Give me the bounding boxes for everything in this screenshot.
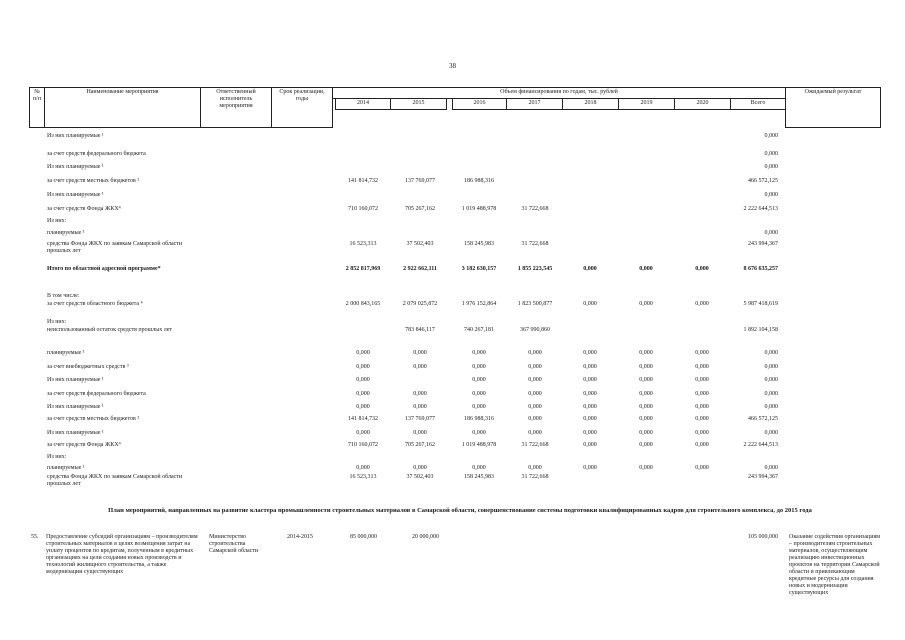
cell-year-2017: 0,000 xyxy=(528,404,542,410)
cell-year-2014: 0,000 xyxy=(356,377,370,383)
cell-year-2018: 0,000 xyxy=(583,442,597,448)
cell-year-2015: 0,000 xyxy=(413,364,427,370)
cell-total: 0,000 xyxy=(764,430,778,436)
header-executor: Ответственный исполнитель мероприятия xyxy=(200,87,272,128)
cell-year-2015: 37 502,403 xyxy=(406,241,434,247)
row-label: за счет средств федерального бюджета xyxy=(47,151,146,157)
cell-total: 0,000 xyxy=(764,230,778,236)
cell-total: 5 987 418,619 xyxy=(743,301,778,307)
cell-year-2016: 1 976 152,864 xyxy=(461,301,497,307)
cell-year-2016: 3 182 630,157 xyxy=(461,266,497,272)
header-name: Наименование мероприятия xyxy=(44,87,201,128)
cell-year-2019: 0,000 xyxy=(639,301,653,307)
cell-year-2017: 31 722,668 xyxy=(521,206,549,212)
cell-year-2017: 0,000 xyxy=(528,350,542,356)
cell-year-2015: 0,000 xyxy=(413,391,427,397)
cell-year-2020: 0,000 xyxy=(695,377,709,383)
cell-year-2016: 0,000 xyxy=(472,430,486,436)
cell-year-2015: 0,000 xyxy=(413,404,427,410)
row-label: Из них планируемые ¹ xyxy=(47,430,104,436)
row-label: Из них: xyxy=(47,454,67,460)
cell-year-2016: 1 019 488,978 xyxy=(461,442,497,448)
row-label: Из них планируемые ¹ xyxy=(47,133,104,139)
cell-total: 1 892 104,158 xyxy=(743,327,778,333)
item-55-executor: Министерство строительства Самарской области xyxy=(209,534,259,554)
cell-total: 2 222 644,513 xyxy=(743,206,778,212)
header-year-total: Всего xyxy=(730,98,786,110)
cell-year-2019: 0,000 xyxy=(639,416,653,422)
cell-year-2020: 0,000 xyxy=(695,430,709,436)
row-label: Из них планируемые ¹ xyxy=(47,192,104,198)
section-title: План мероприятий, направленных на развитие кластера промышленности строительных материалов в Самарской области, совершенствование системы подготовки квалифицированных кадров для строительного комплекса, до 2015 года xyxy=(108,507,812,514)
header-result: Ожидаемый результат xyxy=(785,87,881,128)
cell-year-2014: 0,000 xyxy=(356,430,370,436)
header-year-2020: 2020 xyxy=(674,98,731,110)
cell-total: 466 572,125 xyxy=(748,178,778,184)
cell-year-2019: 0,000 xyxy=(639,404,653,410)
cell-year-2015: 783 846,117 xyxy=(405,327,435,333)
item-55-2015: 20 000,000 xyxy=(412,534,439,540)
cell-year-2016: 0,000 xyxy=(472,377,486,383)
cell-year-2020: 0,000 xyxy=(695,416,709,422)
row-label: Из них планируемые ¹ xyxy=(47,164,104,170)
row-label: средства Фонда ЖКХ по заявкам Самарской области прошлых лет xyxy=(47,474,183,487)
cell-year-2020: 0,000 xyxy=(695,465,709,471)
cell-year-2016: 0,000 xyxy=(472,364,486,370)
header-term: Срок реализации, годы xyxy=(271,87,333,128)
cell-year-2014: 710 160,072 xyxy=(348,442,378,448)
header-year-2019: 2019 xyxy=(618,98,675,110)
cell-year-2017: 1 855 223,545 xyxy=(517,266,553,272)
cell-year-2016: 0,000 xyxy=(472,350,486,356)
cell-year-2019: 0,000 xyxy=(639,430,653,436)
cell-year-2015: 705 267,162 xyxy=(405,442,435,448)
cell-total: 466 572,125 xyxy=(748,416,778,422)
cell-year-2016: 186 988,316 xyxy=(464,416,494,422)
cell-year-2018: 0,000 xyxy=(583,416,597,422)
cell-year-2016: 186 988,316 xyxy=(464,178,494,184)
cell-year-2017: 31 722,668 xyxy=(521,241,549,247)
cell-year-2014: 0,000 xyxy=(356,350,370,356)
cell-year-2018: 0,000 xyxy=(583,404,597,410)
row-label: Итого по областной адресной программе* xyxy=(47,266,161,272)
cell-total: 0,000 xyxy=(764,350,778,356)
cell-year-2015: 2 079 025,872 xyxy=(402,301,438,307)
cell-total: 0,000 xyxy=(764,465,778,471)
item-55-num: 55. xyxy=(31,534,39,540)
row-label: Из них планируемые ¹ xyxy=(47,377,104,383)
cell-year-2015: 37 502,403 xyxy=(406,474,434,480)
cell-total: 8 676 635,257 xyxy=(743,266,778,272)
cell-year-2014: 710 160,072 xyxy=(348,206,378,212)
cell-year-2020: 0,000 xyxy=(695,350,709,356)
cell-year-2020: 0,000 xyxy=(695,404,709,410)
cell-total: 0,000 xyxy=(764,192,778,198)
cell-year-2014: 141 814,732 xyxy=(348,416,378,422)
header-year-2016: 2016 xyxy=(452,98,507,110)
row-label: Из них планируемые ¹ xyxy=(47,404,104,410)
cell-year-2020: 0,000 xyxy=(695,391,709,397)
header-year-2018: 2018 xyxy=(562,98,619,110)
cell-year-2019: 0,000 xyxy=(639,266,653,272)
cell-year-2015: 705 267,162 xyxy=(405,206,435,212)
cell-year-2019: 0,000 xyxy=(639,350,653,356)
cell-total: 0,000 xyxy=(764,164,778,170)
cell-total: 0,000 xyxy=(764,364,778,370)
cell-year-2019: 0,000 xyxy=(639,364,653,370)
cell-year-2017: 0,000 xyxy=(528,377,542,383)
cell-year-2017: 0,000 xyxy=(528,430,542,436)
cell-year-2016: 158 245,983 xyxy=(464,241,494,247)
cell-year-2018: 0,000 xyxy=(583,391,597,397)
cell-year-2014: 2 852 817,969 xyxy=(345,266,381,272)
cell-year-2017: 31 722,668 xyxy=(521,474,549,480)
cell-year-2019: 0,000 xyxy=(639,377,653,383)
cell-year-2017: 367 990,860 xyxy=(520,327,550,333)
row-label: планируемые ¹ xyxy=(47,465,85,471)
row-label: за счет внебюджетных средств ³ xyxy=(47,364,129,370)
row-label: за счет средств Фонда ЖКХ⁴ xyxy=(47,442,121,448)
header-funding: Объем финансирования по годам, тыс. рублей xyxy=(332,87,786,99)
cell-total: 243 994,367 xyxy=(748,474,778,480)
cell-year-2014: 141 814,732 xyxy=(348,178,378,184)
cell-year-2016: 0,000 xyxy=(472,391,486,397)
row-label: Из них: xyxy=(47,218,67,224)
row-label: планируемые ¹ xyxy=(47,350,85,356)
cell-year-2018: 0,000 xyxy=(583,430,597,436)
cell-year-2014: 0,000 xyxy=(356,391,370,397)
cell-year-2019: 0,000 xyxy=(639,391,653,397)
row-label: В том числе: xyxy=(47,293,80,299)
row-label: за счет средств местных бюджетов ² xyxy=(47,178,140,184)
cell-year-2018: 0,000 xyxy=(583,377,597,383)
cell-total: 0,000 xyxy=(764,133,778,139)
row-label: за счет средств Фонда ЖКХ⁴ xyxy=(47,206,121,212)
cell-year-2015: 137 769,077 xyxy=(405,416,435,422)
page-number: 38 xyxy=(449,62,456,70)
cell-year-2018: 0,000 xyxy=(583,465,597,471)
cell-year-2017: 1 823 500,877 xyxy=(517,301,553,307)
row-label: Из них: xyxy=(47,319,67,325)
item-55-2014: 85 000,000 xyxy=(350,534,377,540)
cell-year-2020: 0,000 xyxy=(695,266,709,272)
cell-year-2017: 0,000 xyxy=(528,391,542,397)
cell-year-2017: 0,000 xyxy=(528,416,542,422)
cell-year-2020: 0,000 xyxy=(695,442,709,448)
cell-year-2016: 0,000 xyxy=(472,465,486,471)
cell-total: 0,000 xyxy=(764,151,778,157)
row-label: неиспользованный остаток средств прошлых лет xyxy=(47,327,173,333)
cell-total: 0,000 xyxy=(764,404,778,410)
cell-year-2020: 0,000 xyxy=(695,364,709,370)
item-55-total: 105 000,000 xyxy=(748,534,778,540)
row-label: средства Фонда ЖКХ по заявкам Самарской области прошлых лет xyxy=(47,241,183,254)
cell-year-2018: 0,000 xyxy=(583,364,597,370)
cell-year-2014: 2 000 843,165 xyxy=(345,301,381,307)
cell-year-2015: 0,000 xyxy=(413,430,427,436)
cell-year-2015: 0,000 xyxy=(413,465,427,471)
cell-total: 243 994,367 xyxy=(748,241,778,247)
cell-total: 0,000 xyxy=(764,377,778,383)
header-year-2017: 2017 xyxy=(506,98,563,110)
item-55-name: Предоставление субсидий организациям – производителям строительных материалов в целях возмещения затрат на уплату процентов по кредитам, полученным в кредитных организациях на цели создания новых производств и технологий жилищного строительства, а также модернизации существующих xyxy=(46,534,198,575)
cell-year-2017: 0,000 xyxy=(528,465,542,471)
cell-year-2019: 0,000 xyxy=(639,442,653,448)
row-label: за счет средств областного бюджета ⁴ xyxy=(47,301,143,307)
cell-year-2016: 1 019 488,978 xyxy=(461,206,497,212)
cell-year-2016: 740 267,181 xyxy=(464,327,494,333)
cell-year-2015: 137 769,077 xyxy=(405,178,435,184)
cell-year-2018: 0,000 xyxy=(583,301,597,307)
cell-year-2018: 0,000 xyxy=(583,350,597,356)
cell-year-2015: 0,000 xyxy=(413,350,427,356)
cell-year-2019: 0,000 xyxy=(639,465,653,471)
header-year-2014: 2014 xyxy=(335,98,391,110)
cell-year-2014: 0,000 xyxy=(356,465,370,471)
row-label: планируемые ¹ xyxy=(47,230,85,236)
cell-total: 2 222 644,513 xyxy=(743,442,778,448)
cell-year-2017: 0,000 xyxy=(528,364,542,370)
cell-year-2016: 158 245,983 xyxy=(464,474,494,480)
cell-year-2018: 0,000 xyxy=(583,266,597,272)
row-label: за счет средств местных бюджетов ² xyxy=(47,416,140,422)
cell-year-2014: 0,000 xyxy=(356,364,370,370)
cell-year-2014: 0,000 xyxy=(356,404,370,410)
header-year-2015: 2015 xyxy=(390,98,447,110)
row-label: за счет средств федерального бюджета xyxy=(47,391,146,397)
cell-year-2015: 2 922 662,111 xyxy=(403,266,437,272)
cell-year-2020: 0,000 xyxy=(695,301,709,307)
cell-year-2014: 16 523,313 xyxy=(349,241,377,247)
item-55-result: Оказание содействия организациям – производителям строительных материалов, осуществляющим реализацию инвестиционных проектов на территории Самарской области и привлекающим кредитные ресурсы для создания новых и модернизации существующих xyxy=(789,534,881,596)
cell-year-2014: 16 523,313 xyxy=(349,474,377,480)
cell-year-2017: 31 722,668 xyxy=(521,442,549,448)
header-num: № п/п xyxy=(29,87,45,128)
item-55-term: 2014-2015 xyxy=(287,534,313,540)
cell-year-2016: 0,000 xyxy=(472,404,486,410)
cell-total: 0,000 xyxy=(764,391,778,397)
